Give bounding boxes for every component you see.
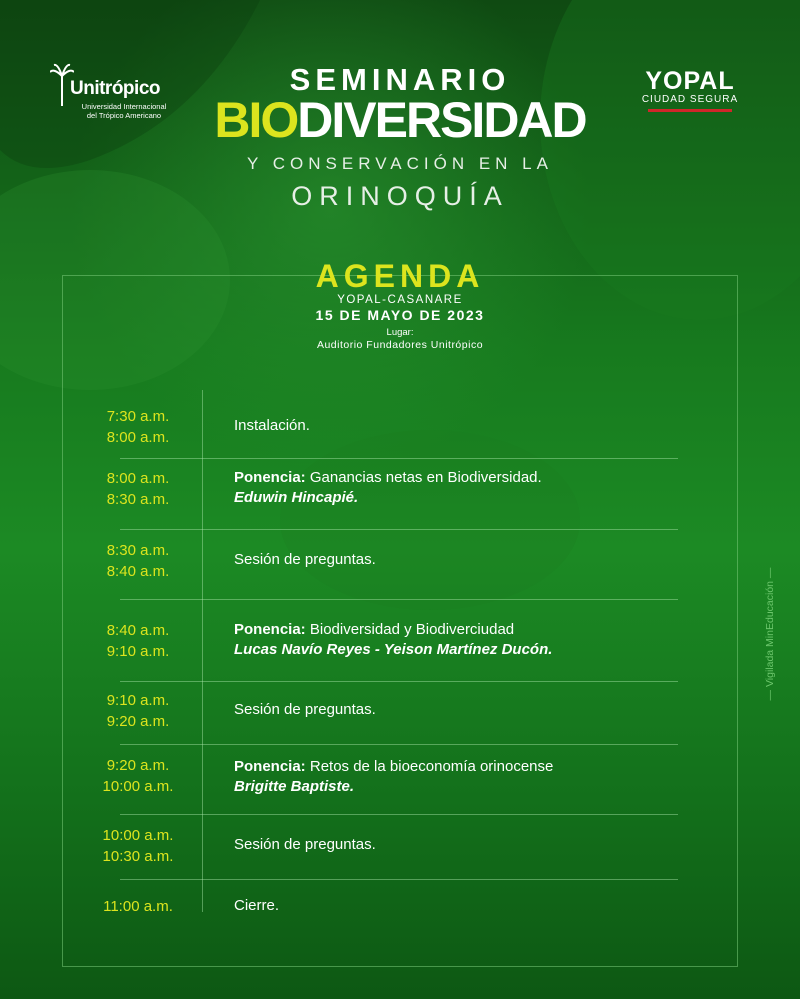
- row-times: 8:30 a.m. 8:40 a.m.: [106, 542, 170, 580]
- row-times: 10:00 a.m. 10:30 a.m.: [102, 827, 174, 865]
- unitropico-name: Unitrópico: [70, 78, 160, 99]
- yopal-name: YOPAL: [645, 67, 735, 95]
- header: [0, 0, 800, 270]
- speaker-name: Lucas Navío Reyes - Yeison Martínez Ducón.: [234, 641, 553, 658]
- row-divider: [120, 681, 678, 682]
- title-seminario: SEMINARIO: [289, 62, 511, 97]
- lugar-value: Auditorio Fundadores Unitrópico: [316, 339, 484, 351]
- row-description: Sesión de preguntas.: [234, 836, 376, 853]
- title-orinoquia: ORINOQUÍA: [291, 181, 509, 211]
- row-divider: [120, 814, 678, 815]
- row-times: 7:30 a.m. 8:00 a.m.: [106, 408, 170, 446]
- row-divider: [120, 458, 678, 459]
- title-conservacion: Y CONSERVACIÓN EN LA: [247, 154, 553, 173]
- row-times: 9:20 a.m. 10:00 a.m.: [102, 757, 174, 795]
- row-divider: [120, 744, 678, 745]
- unitropico-subtitle: Universidad Internacional del Trópico Americano: [81, 102, 167, 120]
- speaker-name: Brigitte Baptiste.: [234, 778, 355, 795]
- agenda-heading: AGENDA: [315, 258, 485, 294]
- title-biodiversidad: BIODIVERSIDAD: [214, 92, 586, 148]
- row-times: 11:00 a.m.: [103, 898, 173, 915]
- speaker-name: Eduwin Hincapié.: [234, 489, 359, 506]
- yopal-subtitle: CIUDAD SEGURA: [641, 94, 739, 105]
- lugar-label: Lugar:: [386, 327, 414, 338]
- agenda-date: 15 DE MAYO DE 2023: [315, 307, 485, 323]
- row-description: Sesión de preguntas.: [234, 701, 376, 718]
- row-divider: [120, 599, 678, 600]
- vigilada-mineducacion-label: — Vigilada MinEducación —: [764, 567, 776, 701]
- row-times: 8:00 a.m. 8:30 a.m.: [106, 470, 170, 508]
- row-description: Sesión de preguntas.: [234, 551, 376, 568]
- row-divider: [120, 529, 678, 530]
- row-description: Ponencia: Biodiversidad y Biodiverciudad Lucas Navío Reyes - Yeison Martínez Ducón.: [234, 620, 684, 660]
- row-description: Instalación.: [234, 417, 310, 434]
- row-description: Cierre.: [234, 897, 280, 914]
- row-description: Ponencia: Retos de la bioeconomía orinocense Brigitte Baptiste.: [234, 757, 684, 797]
- agenda-place: YOPAL-CASANARE: [337, 294, 463, 306]
- row-description: Ponencia: Ganancias netas en Biodiversidad. Eduwin Hincapié.: [234, 468, 684, 508]
- row-times: 9:10 a.m. 9:20 a.m.: [106, 692, 170, 730]
- row-times: 8:40 a.m. 9:10 a.m.: [106, 622, 170, 660]
- row-divider: [120, 879, 678, 880]
